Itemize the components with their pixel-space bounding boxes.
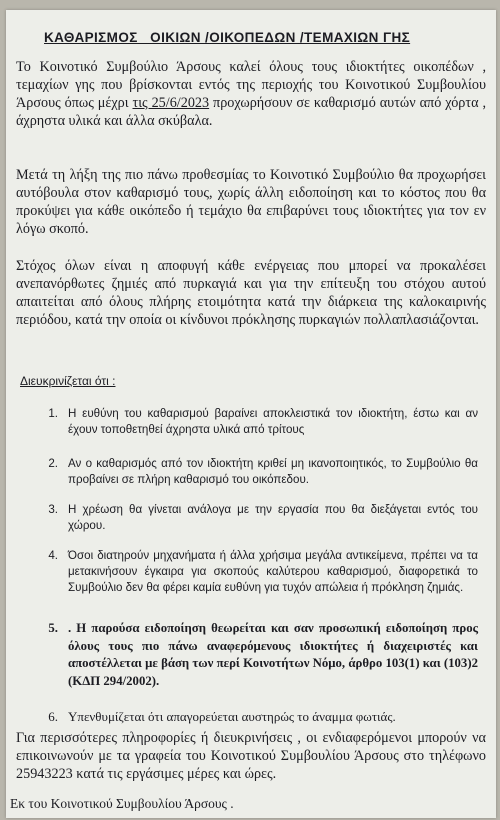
intro-text-end: προχωρήσουν σε καθαρισμό αυτών από χόρτα , άχρηστα υλικά και άλλα σκύβαλα.	[16, 95, 486, 129]
item-number: 4.	[48, 549, 58, 562]
item-number: 6.	[48, 709, 58, 724]
item-text: Η ευθύνη του καθαρισμού βαραίνει αποκλειστικά τον ιδιοκτήτη, έστω και αν έχουν τοποθετηθεί άχρηστα υλικά από τρίτους	[68, 407, 478, 436]
list-item	[28, 502, 478, 534]
item-text: . Η παρούσα ειδοποίηση θεωρείται και σαν προσωπική ειδοποίηση προς όλους τους πιο πάνω αναφερόμενους ιδιοκτήτες ή διαχειριστές και αποστέλλεται με βάση των περί Κοινοτήτων Νόμο, άρθρο 103(1) και (103)2 (ΚΔΠ 294/2002).	[68, 621, 478, 688]
intro-paragraph	[16, 58, 486, 130]
list-item	[28, 548, 478, 596]
signature-line: Εκ του Κοινοτικού Συμβουλίου Άρσους .	[10, 796, 234, 811]
contact-paragraph: Για περισσότερες πληροφορίες ή διευκρινήσεις , οι ενδιαφερόμενοι μπορούν να επικοινωνούν με τα γραφεία του Κοινοτικού Συμβουλίου Άρσους στο τηλέφωνο 25943223 κατά τις εργάσιμες μέρες και ώρες.	[16, 730, 486, 782]
notice-title: ΚΑΘΑΡΙΣΜΟΣ ΟΙΚΙΩΝ /ΟΙΚΟΠΕΔΩΝ /ΤΕΜΑΧΙΩΝ ΓΗΣ	[44, 30, 411, 45]
list-item	[28, 620, 478, 690]
intro-text-start: Το Κοινοτικό Συμβούλιο Άρσους καλεί όλους τους ιδιοκτήτες οικοπέδων , τεμαχίων γης που βρίσκονται εντός της περιοχής του Κοινοτικού Συμβουλίου Άρσους όπως μέχρι	[16, 59, 486, 111]
item-text: Όσοι διατηρούν μηχανήματα ή άλλα χρήσιμα μεγάλα αντικείμενα, πρέπει να τα μετακινήσουν έγκαιρα για σκοπούς καλύτερου καθαρισμού, διαφορετικά το Συμβούλιο δεν θα φέρει καμία ευθύνη για τυχόν απώλεια ή πρόκληση ζημιάς.	[68, 549, 478, 594]
item-text: Αν ο καθαρισμός από τον ιδιοκτήτη κριθεί μη ικανοποιητικός, το Συμβούλιο θα προβαίνει σε πλήρη καθαρισμό του οικόπεδου.	[68, 457, 478, 486]
clarify-heading: Διευκρινίζεται ότι :	[20, 374, 116, 388]
list-item	[28, 406, 478, 438]
goal-paragraph: Στόχος όλων είναι η αποφυγή κάθε ενέργειας που μπορεί να προκαλέσει ανεπανόρθωτες ζημιές από πυρκαγιά και για την επίτευξη του στόχου αυτού απαιτείται από όλους πλήρης ετοιμότητα κατά την διάρκεια της καλοκαιρινής περιόδου, κατά την οποία οι κίνδυνοι πρόκλησης πυρκαγιών πολλαπλασιάζονται.	[16, 258, 486, 328]
notice-page	[6, 10, 496, 818]
item-number: 3.	[48, 503, 58, 516]
deadline-paragraph: Μετά τη λήξη της πιο πάνω προθεσμίας το Κοινοτικό Συμβούλιο θα προχωρήσει αυτόβουλα στον καθαρισμό τους, χωρίς άλλη ειδοποίηση και το κόστος που θα προκύψει για κάθε οικόπεδο ή τεμάχιο θα επιβαρύνει τους ιδιοκτήτες για τον εν λόγω σκοπό.	[16, 167, 486, 237]
item-number: 2.	[48, 457, 58, 470]
item-text: Η χρέωση θα γίνεται ανάλογα με την εργασία που θα διεξάγεται εντός του χώρου.	[68, 503, 478, 532]
list-item	[28, 456, 478, 488]
item-number: 1.	[48, 407, 58, 420]
item-number: 5.	[48, 621, 58, 635]
list-item	[28, 709, 478, 725]
deadline-date: τις 25/6/2023	[132, 95, 210, 111]
item-text: Υπενθυμίζεται ότι απαγορεύεται αυστηρώς το άναμμα φωτιάς.	[68, 709, 396, 724]
